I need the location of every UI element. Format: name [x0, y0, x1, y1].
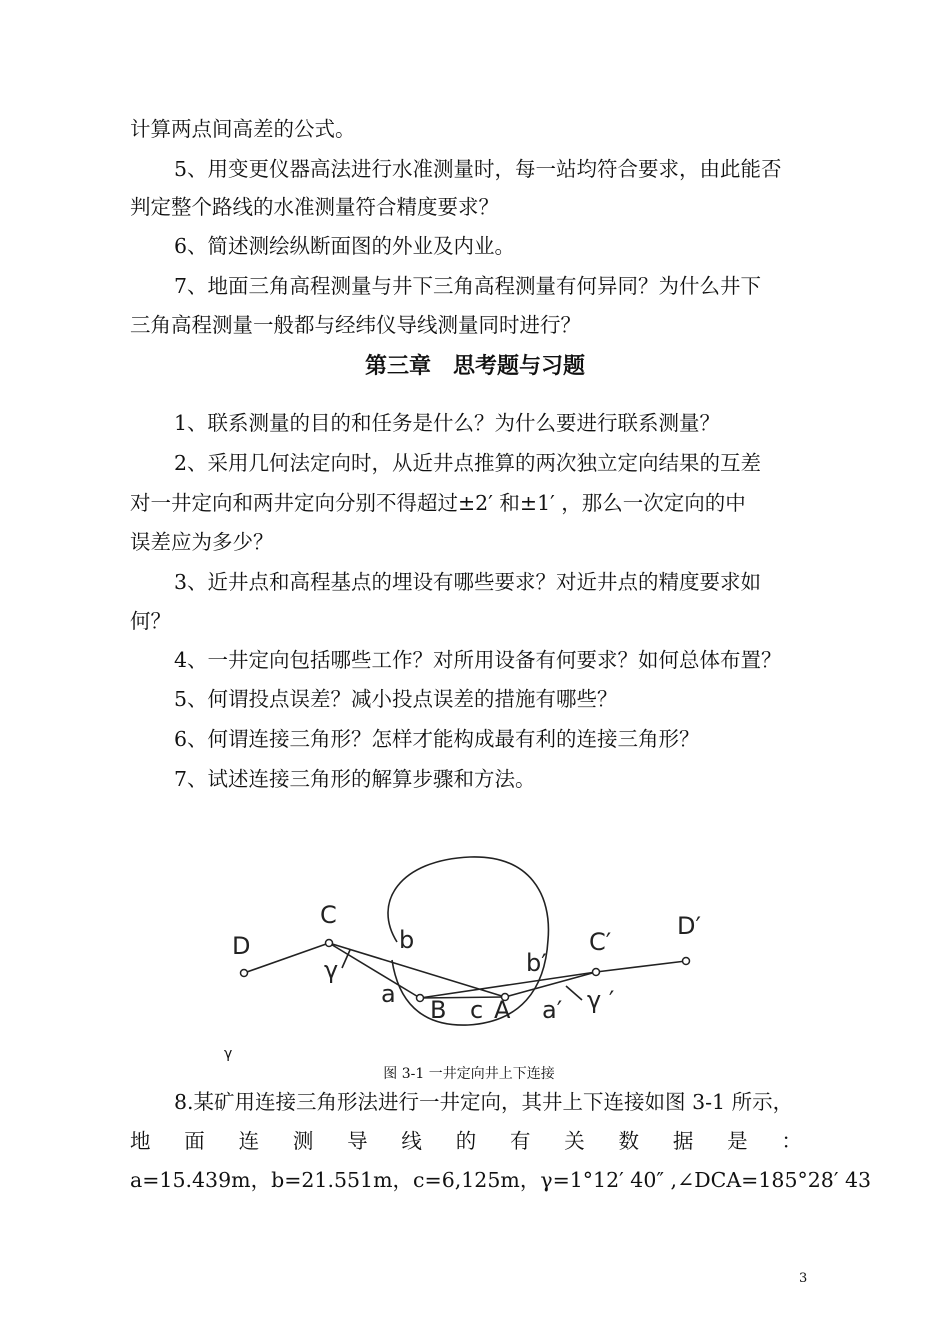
paragraph-line: 判定整个路线的水准测量符合精度要求？ [130, 195, 499, 219]
word: 的 [455, 1129, 477, 1153]
question-line: 误差应为多少？ [130, 530, 274, 554]
word: 地 [130, 1129, 151, 1153]
point-D-prime [683, 958, 690, 965]
question-line: 何？ [130, 609, 171, 633]
label-b-prime: b′ [526, 949, 547, 977]
question-8-line-2 [130, 1127, 802, 1155]
shaft-connection-diagram [0, 840, 950, 1060]
label-a-prime: a′ [542, 996, 563, 1024]
paragraph-line: 计算两点间高差的公式。 [130, 117, 356, 141]
word: 有 [509, 1129, 531, 1153]
question-line: 对一井定向和两井定向分别不得超过±2′ 和±1′ ，那么一次定向的中 [130, 491, 746, 515]
label-D: D [232, 932, 251, 960]
label-C-prime: C′ [589, 928, 612, 956]
figure-caption: 图 3-1 一井定向井上下连接 [383, 1066, 555, 1082]
point-C-prime [593, 969, 600, 976]
word: 据 [672, 1129, 694, 1153]
point-B [417, 995, 424, 1002]
question-8-line-3: a=15.439m，b=21.551m，c=6,125m，γ=1°12′ 40″ ,∠DCA=185°28′ 43 [130, 1168, 872, 1192]
label-C: C [320, 901, 337, 929]
label-a: a [381, 980, 396, 1008]
question-line: 6、何谓连接三角形？怎样才能构成最有利的连接三角形？ [174, 727, 700, 751]
word: 测 [292, 1129, 314, 1153]
question-8-line-1: 8.某矿用连接三角形法进行一井定向，其井上下连接如图 3-1 所示， [174, 1090, 794, 1114]
word: 关 [564, 1129, 585, 1153]
question-line: 4、一井定向包括哪些工作？对所用设备有何要求？如何总体布置？ [174, 648, 782, 672]
word: 是 [727, 1129, 748, 1153]
label-b: b [399, 926, 415, 954]
paragraph-line: 6、简述测绘纵断面图的外业及内业。 [174, 234, 516, 258]
word: 连 [238, 1129, 260, 1153]
word: ： [781, 1129, 802, 1153]
word: 线 [401, 1129, 422, 1153]
question-line: 3、近井点和高程基点的埋设有哪些要求？对近井点的精度要求如 [174, 570, 762, 594]
word: 数 [618, 1129, 640, 1153]
label-D-prime: D′ [677, 912, 701, 940]
question-line: 1、联系测量的目的和任务是什么？为什么要进行联系测量？ [174, 411, 721, 435]
question-line: 5、何谓投点误差？减小投点误差的措施有哪些？ [174, 687, 618, 711]
word: 面 [184, 1129, 205, 1153]
label-B: B [430, 996, 447, 1024]
chapter-title: 第三章 思考题与习题 [364, 354, 585, 379]
label-gamma: γ [324, 956, 339, 984]
stray-gamma: γ [224, 1046, 233, 1062]
line-CpDp [596, 961, 686, 972]
label-c: c [470, 996, 484, 1024]
paragraph-line: 7、地面三角高程测量与井下三角高程测量有何异同？为什么井下 [174, 274, 762, 298]
paragraph-line: 5、用变更仪器高法进行水准测量时，每一站均符合要求，由此能否 [174, 157, 782, 181]
question-line: 2、采用几何法定向时，从近井点推算的两次独立定向结果的互差 [174, 451, 762, 475]
word: 导 [347, 1129, 368, 1153]
paragraph-line: 三角高程测量一般都与经纬仪导线测量同时进行？ [130, 313, 581, 337]
label-gamma-prime: γ ′ [587, 986, 615, 1014]
label-A: A [494, 996, 511, 1024]
page-number: 3 [799, 1271, 808, 1286]
gamma-prime-tick [566, 986, 582, 1000]
line-ACp [505, 972, 596, 997]
question-line: 7、试述连接三角形的解算步骤和方法。 [174, 767, 536, 791]
line-DC [244, 943, 329, 973]
point-C [326, 940, 333, 947]
point-D [241, 970, 248, 977]
